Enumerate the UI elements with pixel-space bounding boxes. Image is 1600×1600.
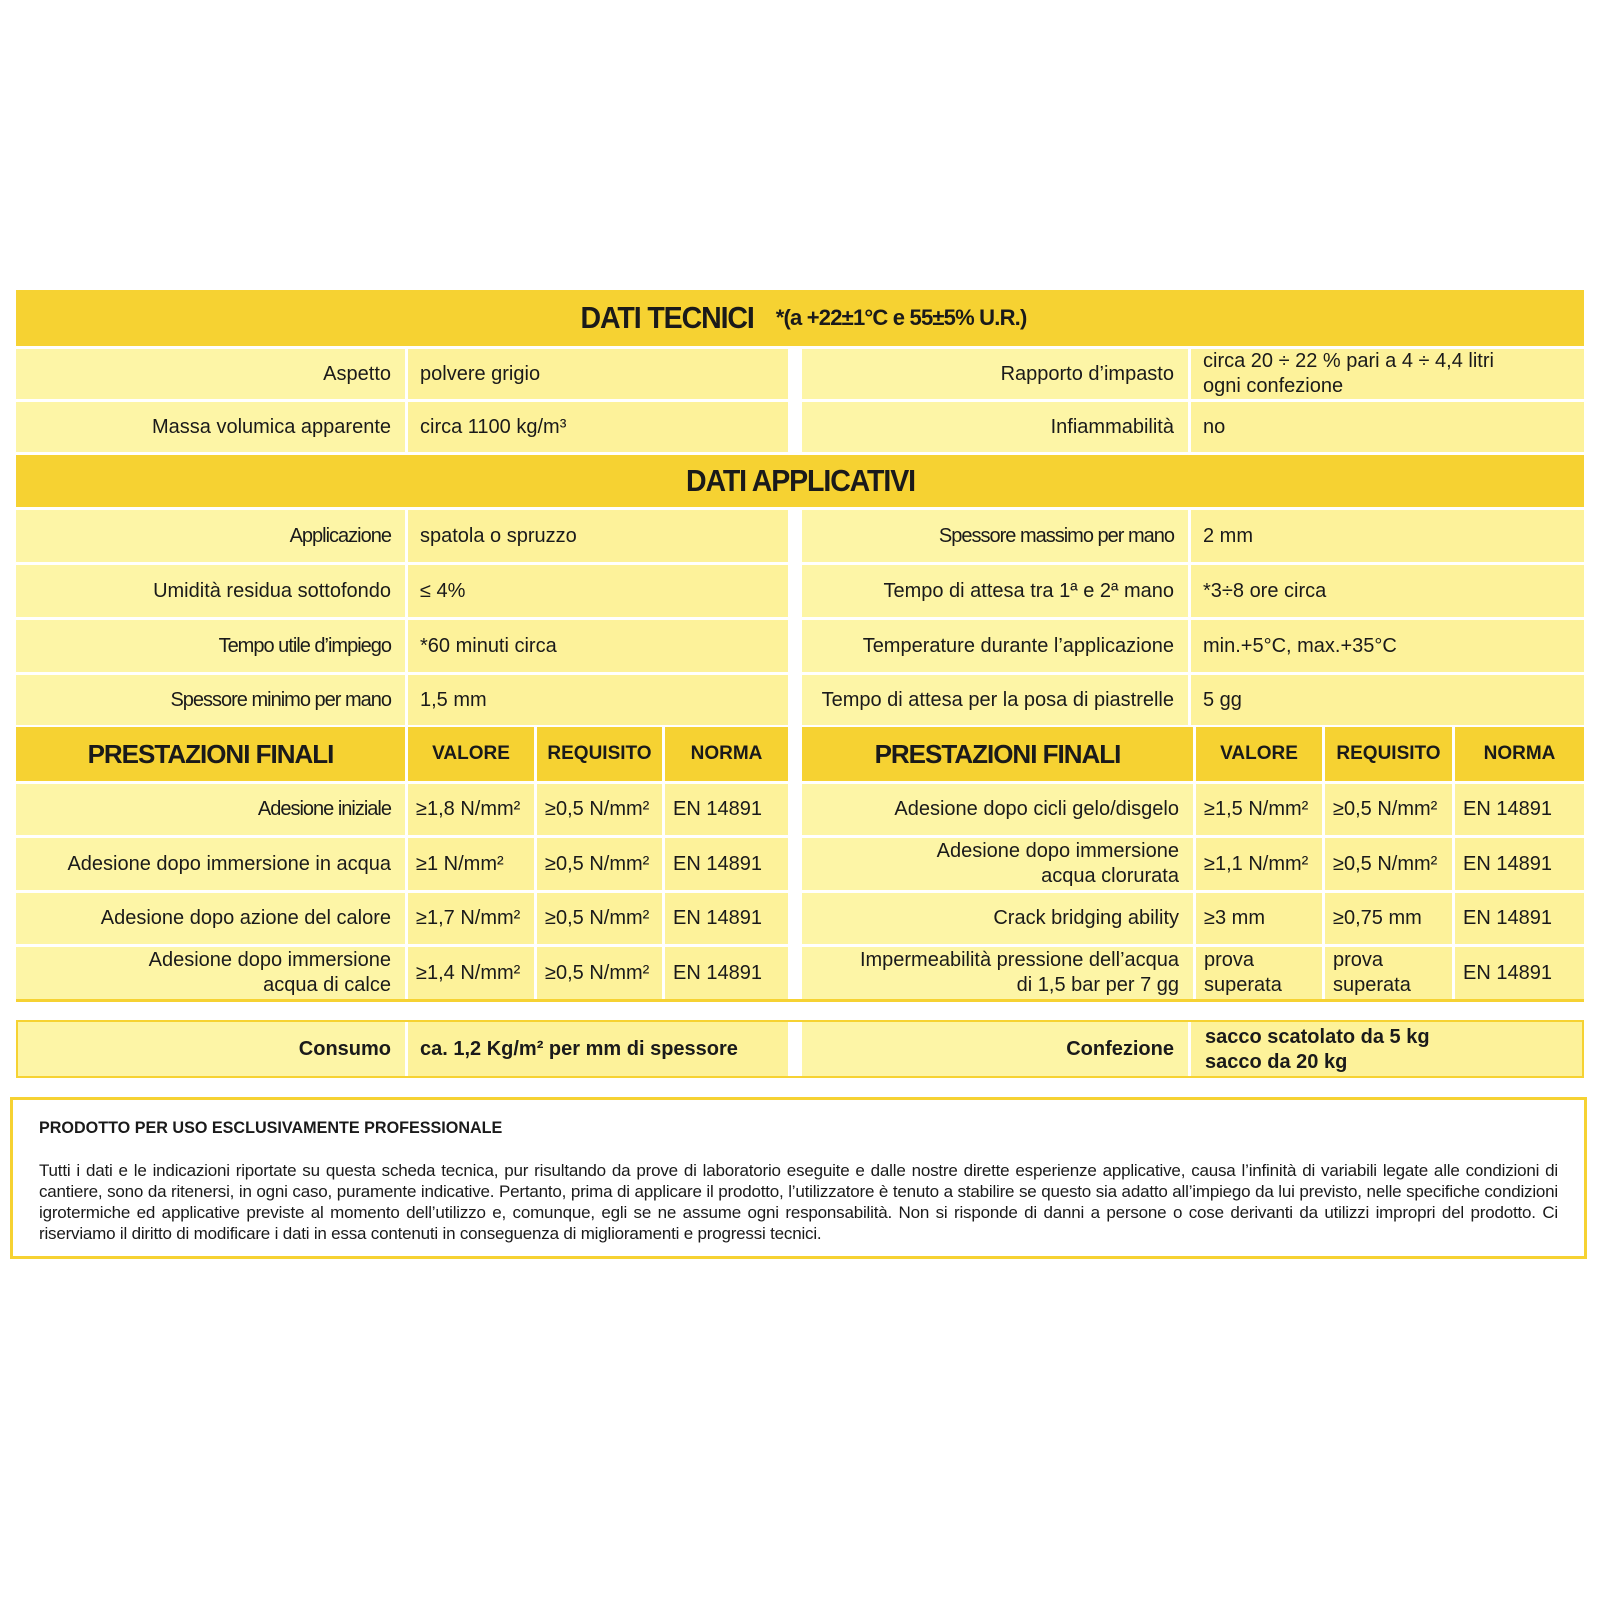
da-right-value: 2 mm — [1191, 510, 1584, 562]
pf-left-requisito: ≥0,5 N/mm² — [537, 947, 662, 999]
prestazioni-right-norma-header: NORMA — [1455, 727, 1584, 781]
da-left-value: 1,5 mm — [408, 675, 788, 725]
disclaimer-title: PRODOTTO PER USO ESCLUSIVAMENTE PROFESSIONALE — [39, 1118, 503, 1137]
pf-left-requisito: ≥0,5 N/mm² — [537, 784, 662, 835]
confezione-line-1: sacco scatolato da 5 kg — [1205, 1026, 1430, 1048]
prestazioni-left-norma-header: NORMA — [665, 727, 788, 781]
dt-left-value: circa 1100 kg/m³ — [408, 402, 788, 452]
prestazioni-left-valore-header: VALORE — [408, 727, 534, 781]
dt-right-label: Infiammabilità — [802, 402, 1188, 452]
prestazioni-left-requisito-header: REQUISITO — [537, 727, 662, 781]
dati-tecnici-subtitle: *(a +22±1°C e 55±5% U.R.) — [775, 305, 1027, 330]
da-right-label: Temperature durante l’applicazione — [802, 620, 1188, 672]
da-right-label: Tempo di attesa per la posa di piastrelle — [802, 675, 1188, 725]
table-bottom-rule — [16, 999, 1584, 1002]
da-left-value: ≤ 4% — [408, 565, 788, 617]
dati-applicativi-title: DATI APPLICATIVI — [685, 463, 915, 498]
pf-left-valore: ≥1,4 N/mm² — [408, 947, 534, 999]
pf-right-valore: ≥1,1 N/mm² — [1196, 838, 1322, 890]
da-right-value: *3÷8 ore circa — [1191, 565, 1584, 617]
da-left-label: Umidità residua sottofondo — [16, 565, 405, 617]
consumo-label: Consumo — [18, 1022, 405, 1076]
consumo-value: ca. 1,2 Kg/m² per mm di spessore — [408, 1022, 788, 1076]
pf-right-label: Adesione dopo cicli gelo/disgelo — [802, 784, 1193, 835]
prestazioni-left-title: PRESTAZIONI FINALI — [16, 727, 405, 781]
prestazioni-right-title: PRESTAZIONI FINALI — [802, 727, 1193, 781]
pf-left-valore: ≥1,7 N/mm² — [408, 893, 534, 944]
dt-left-value: polvere grigio — [408, 349, 788, 399]
da-left-value: spatola o spruzzo — [408, 510, 788, 562]
disclaimer-box — [10, 1097, 1587, 1259]
pf-right-norma: EN 14891 — [1455, 893, 1584, 944]
pf-right-norma: EN 14891 — [1455, 838, 1584, 890]
pf-left-label: Adesione dopo azione del calore — [16, 893, 405, 944]
pf-left-norma: EN 14891 — [665, 838, 788, 890]
prestazioni-right-valore-header: VALORE — [1196, 727, 1322, 781]
pf-right-norma: EN 14891 — [1455, 947, 1584, 999]
dt-right-value: circa 20 ÷ 22 % pari a 4 ÷ 4,4 litri ogni confezione — [1191, 349, 1584, 399]
pf-left-requisito: ≥0,5 N/mm² — [537, 893, 662, 944]
da-right-label: Tempo di attesa tra 1ª e 2ª mano — [802, 565, 1188, 617]
da-left-value: *60 minuti circa — [408, 620, 788, 672]
dati-tecnici-title: DATI TECNICI — [580, 300, 755, 335]
dati-applicativi-title-row — [16, 455, 1584, 507]
pf-left-norma: EN 14891 — [665, 893, 788, 944]
confezione-line-2: sacco da 20 kg — [1205, 1051, 1348, 1073]
pf-left-label: Adesione dopo immersione in acqua — [16, 838, 405, 890]
da-right-label: Spessore massimo per mano — [802, 510, 1188, 562]
pf-left-label: Adesione dopo immersione acqua di calce — [16, 947, 405, 999]
pf-right-label: Crack bridging ability — [802, 893, 1193, 944]
prestazioni-right-requisito-header: REQUISITO — [1325, 727, 1452, 781]
pf-left-requisito: ≥0,5 N/mm² — [537, 838, 662, 890]
pf-right-valore: ≥3 mm — [1196, 893, 1322, 944]
pf-left-label: Adesione iniziale — [16, 784, 405, 835]
pf-left-norma: EN 14891 — [665, 784, 788, 835]
disclaimer-text: Tutti i dati e le indicazioni riportate su questa scheda tecnica, pur risultando da prove di laboratorio eseguite e dalle nostre dirette esperienze applicative, causa l’infinità di variabili legate alle condizioni di cantiere, sono da ritenersi, in ogni caso, puramente indicative. Pertanto, prima di applicare il prodotto, l’utilizzatore è tenuto a stabilire se questo sia adatto all’impiego da lui previsto, nelle specifiche condizioni igrotermiche ed applicative previste al momento dell’utilizzo e, comunque, egli se ne assume ogni responsabilità. Non si risponde di danni a persone o cose derivanti da utilizzi impropri del prodotto. Ci riserviamo il diritto di modificare i dati in essa contenuti in conseguenza di miglioramenti e progressi tecnici. — [39, 1161, 1558, 1243]
pf-right-label: Adesione dopo immersione acqua clorurata — [802, 838, 1193, 890]
da-left-label: Spessore minimo per mano — [16, 675, 405, 725]
dt-left-label: Massa volumica apparente — [16, 402, 405, 452]
pf-left-norma: EN 14891 — [665, 947, 788, 999]
da-left-label: Applicazione — [16, 510, 405, 562]
dt-right-label: Rapporto d’impasto — [802, 349, 1188, 399]
pf-right-norma: EN 14891 — [1455, 784, 1584, 835]
pf-right-label: Impermeabilità pressione dell’acqua di 1,5 bar per 7 gg — [802, 947, 1193, 999]
pf-right-valore: ≥1,5 N/mm² — [1196, 784, 1322, 835]
da-right-value: min.+5°C, max.+35°C — [1191, 620, 1584, 672]
confezione-value — [1191, 1022, 1582, 1076]
pf-left-valore: ≥1 N/mm² — [408, 838, 534, 890]
pf-right-requisito: ≥0,5 N/mm² — [1325, 838, 1452, 890]
dt-left-label: Aspetto — [16, 349, 405, 399]
da-left-label: Tempo utile d’impiego — [16, 620, 405, 672]
pf-left-valore: ≥1,8 N/mm² — [408, 784, 534, 835]
confezione-label: Confezione — [802, 1022, 1188, 1076]
pf-right-requisito: prova superata — [1325, 947, 1452, 999]
pf-right-valore: prova superata — [1196, 947, 1322, 999]
pf-right-requisito: ≥0,5 N/mm² — [1325, 784, 1452, 835]
dt-right-value: no — [1191, 402, 1584, 452]
dati-tecnici-title-row — [16, 290, 1584, 346]
pf-right-requisito: ≥0,75 mm — [1325, 893, 1452, 944]
da-right-value: 5 gg — [1191, 675, 1584, 725]
